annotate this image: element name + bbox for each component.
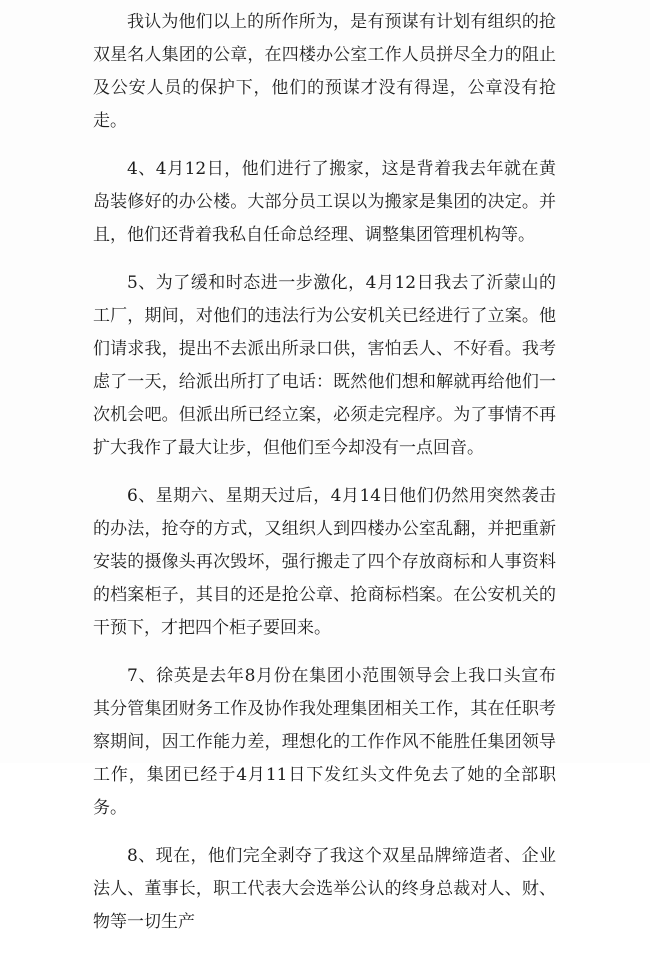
paragraph-5: 7、徐英是去年8月份在集团小范围领导会上我口头宣布其分管集团财务工作及协作我处理集团相关工作，其在任职考察期间，因工作能力差，理想化的工作作风不能胜任集团领导工作，集团已经于4月11日下发红头文件免去了她的全部职务。 — [93, 666, 556, 818]
paragraph-1: 我认为他们以上的所作所为，是有预谋有计划有组织的抢双星名人集团的公章，在四楼办公室工作人员拼尽全力的阻止及公安人员的保护下，他们的预谋才没有得逞，公章没有抢走。 — [93, 12, 556, 131]
paragraph-2: 4、4月12日，他们进行了搬家，这是背着我去年就在黄岛装修好的办公楼。大部分员工误以为搬家是集团的决定。并且，他们还背着我私自任命总经理、调整集团管理机构等。 — [93, 159, 556, 245]
paragraph-6: 8、现在，他们完全剥夺了我这个双星品牌缔造者、企业法人、董事长，职工代表大会选举公认的终身总裁对人、财、物等一切生产 — [93, 846, 556, 932]
document-body — [93, 6, 556, 954]
paragraph-4: 6、星期六、星期天过后，4月14日他们仍然用突然袭击的办法，抢夺的方式，又组织人到四楼办公室乱翻，并把重新安装的摄像头再次毁坏，强行搬走了四个存放商标和人事资料的档案柜子，其目的还是抢公章、抢商标档案。在公安机关的干预下，才把四个柜子要回来。 — [93, 486, 556, 638]
paragraph-3: 5、为了缓和时态进一步激化，4月12日我去了沂蒙山的工厂，期间，对他们的违法行为公安机关已经进行了立案。他们请求我，提出不去派出所录口供，害怕丢人、不好看。我考虑了一天，给派出所打了电话：既然他们想和解就再给他们一次机会吧。但派出所已经立案，必须走完程序。为了事情不再扩大我作了最大让步，但他们至今却没有一点回音。 — [93, 273, 556, 458]
